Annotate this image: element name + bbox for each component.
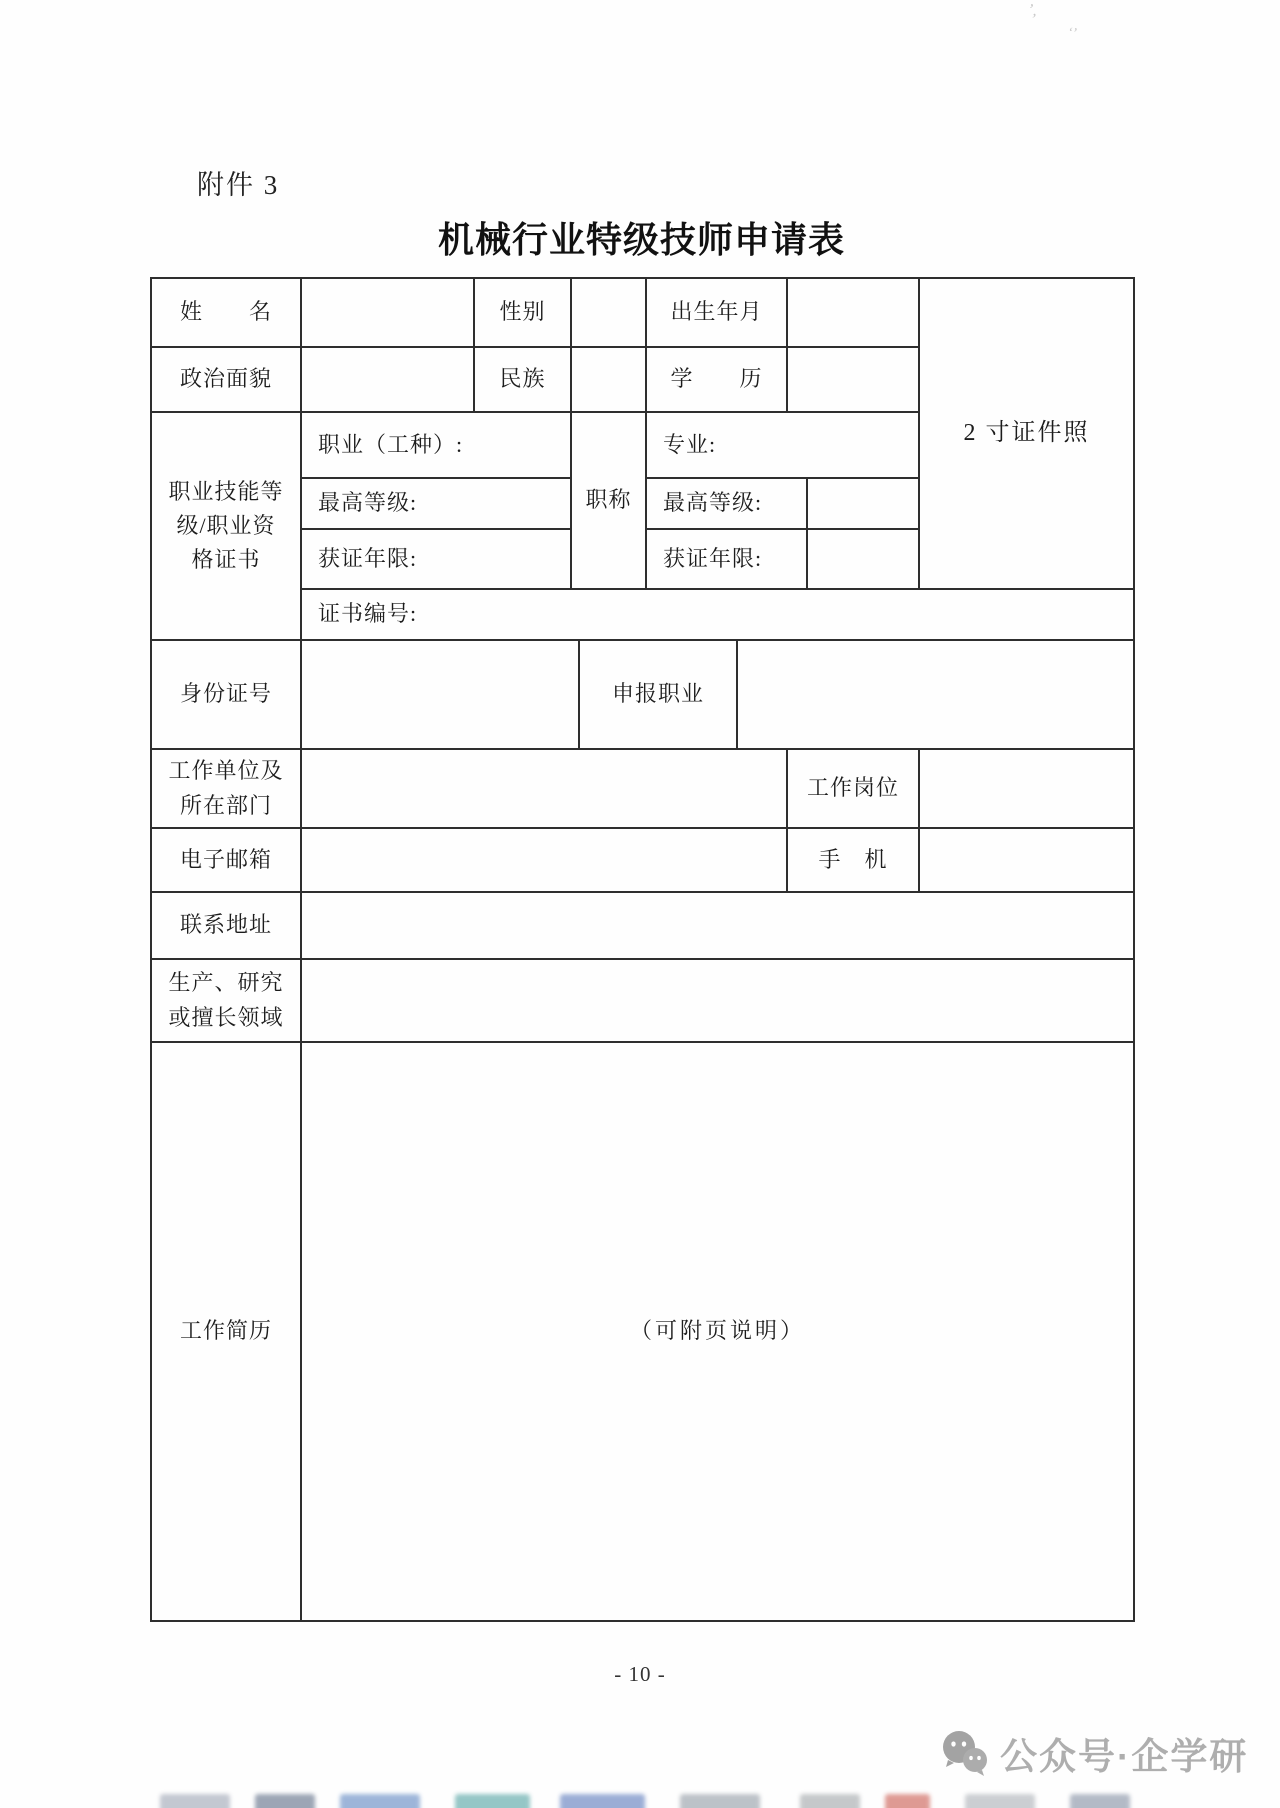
id-photo-cell: 2 寸证件照 [920,279,1135,590]
birth-date-label: 出生年月 [647,279,788,348]
scan-artifact [455,1794,530,1808]
name-label: 姓 名 [152,279,302,348]
scan-artifact [965,1794,1035,1808]
skills-certificate-label: 职业技能等级/职业资格证书 [152,413,302,641]
id-number-label: 身份证号 [152,641,302,750]
political-status-label: 政治面貌 [152,348,302,413]
address-label: 联系地址 [152,893,302,960]
mobile-value-cell [920,829,1135,893]
scan-artifact [255,1794,315,1808]
years-certified2-label: 获证年限: [647,530,808,590]
name-value-cell [302,279,475,348]
scan-artifact: ’, [1026,1,1040,20]
watermark [938,1726,1248,1780]
page-number: - 10 - [614,1662,666,1686]
scan-artifact [680,1794,760,1808]
job-position-label: 工作岗位 [788,750,920,829]
email-label: 电子邮箱 [152,829,302,893]
work-resume-label: 工作简历 [152,1043,302,1622]
declared-occupation-value-cell [738,641,1135,750]
wechat-icon [938,1727,990,1779]
years-certified2-value-cell [808,530,920,590]
scan-artifact [885,1794,930,1808]
work-unit-label: 工作单位及所在部门 [152,750,302,829]
professional-title-label: 职称 [572,413,647,590]
declared-occupation-label: 申报职业 [580,641,738,750]
job-position-value-cell [920,750,1135,829]
mobile-label: 手 机 [788,829,920,893]
id-number-value-cell [302,641,580,750]
attachment-label: 附件 3 [197,170,280,200]
work-resume-cell: （可附页说明） [302,1043,1135,1622]
scan-artifact [800,1794,860,1808]
gender-value-cell [572,279,647,348]
highest-level-label: 最高等级: [302,479,572,530]
highest-level2-value-cell [808,479,920,530]
ethnicity-label: 民族 [475,348,572,413]
specialty-field-value-cell [302,960,1135,1043]
highest-level2-label: 最高等级: [647,479,808,530]
education-value-cell [788,348,920,413]
scan-artifact: ‘’ [1067,25,1079,42]
email-value-cell [302,829,788,893]
occupation-trade-label: 职业（工种）: [302,413,572,479]
ethnicity-value-cell [572,348,647,413]
page-title: 机械行业特级技师申请表 [437,220,845,260]
application-form-table [150,277,1135,1622]
certificate-number-label: 证书编号: [302,590,1135,641]
scan-artifact [560,1794,645,1808]
education-label: 学 历 [647,348,788,413]
scan-artifact [1070,1794,1130,1808]
address-value-cell [302,893,1135,960]
scan-artifact [160,1794,230,1808]
gender-label: 性别 [475,279,572,348]
specialty-field-label: 生产、研究或擅长领域 [152,960,302,1043]
years-certified-label: 获证年限: [302,530,572,590]
major-label: 专业: [647,413,920,479]
work-unit-value-cell [302,750,788,829]
birth-date-value-cell [788,279,920,348]
scan-artifact [340,1794,420,1808]
political-status-value-cell [302,348,475,413]
watermark-text: 公众号·企学研 [1000,1736,1249,1777]
